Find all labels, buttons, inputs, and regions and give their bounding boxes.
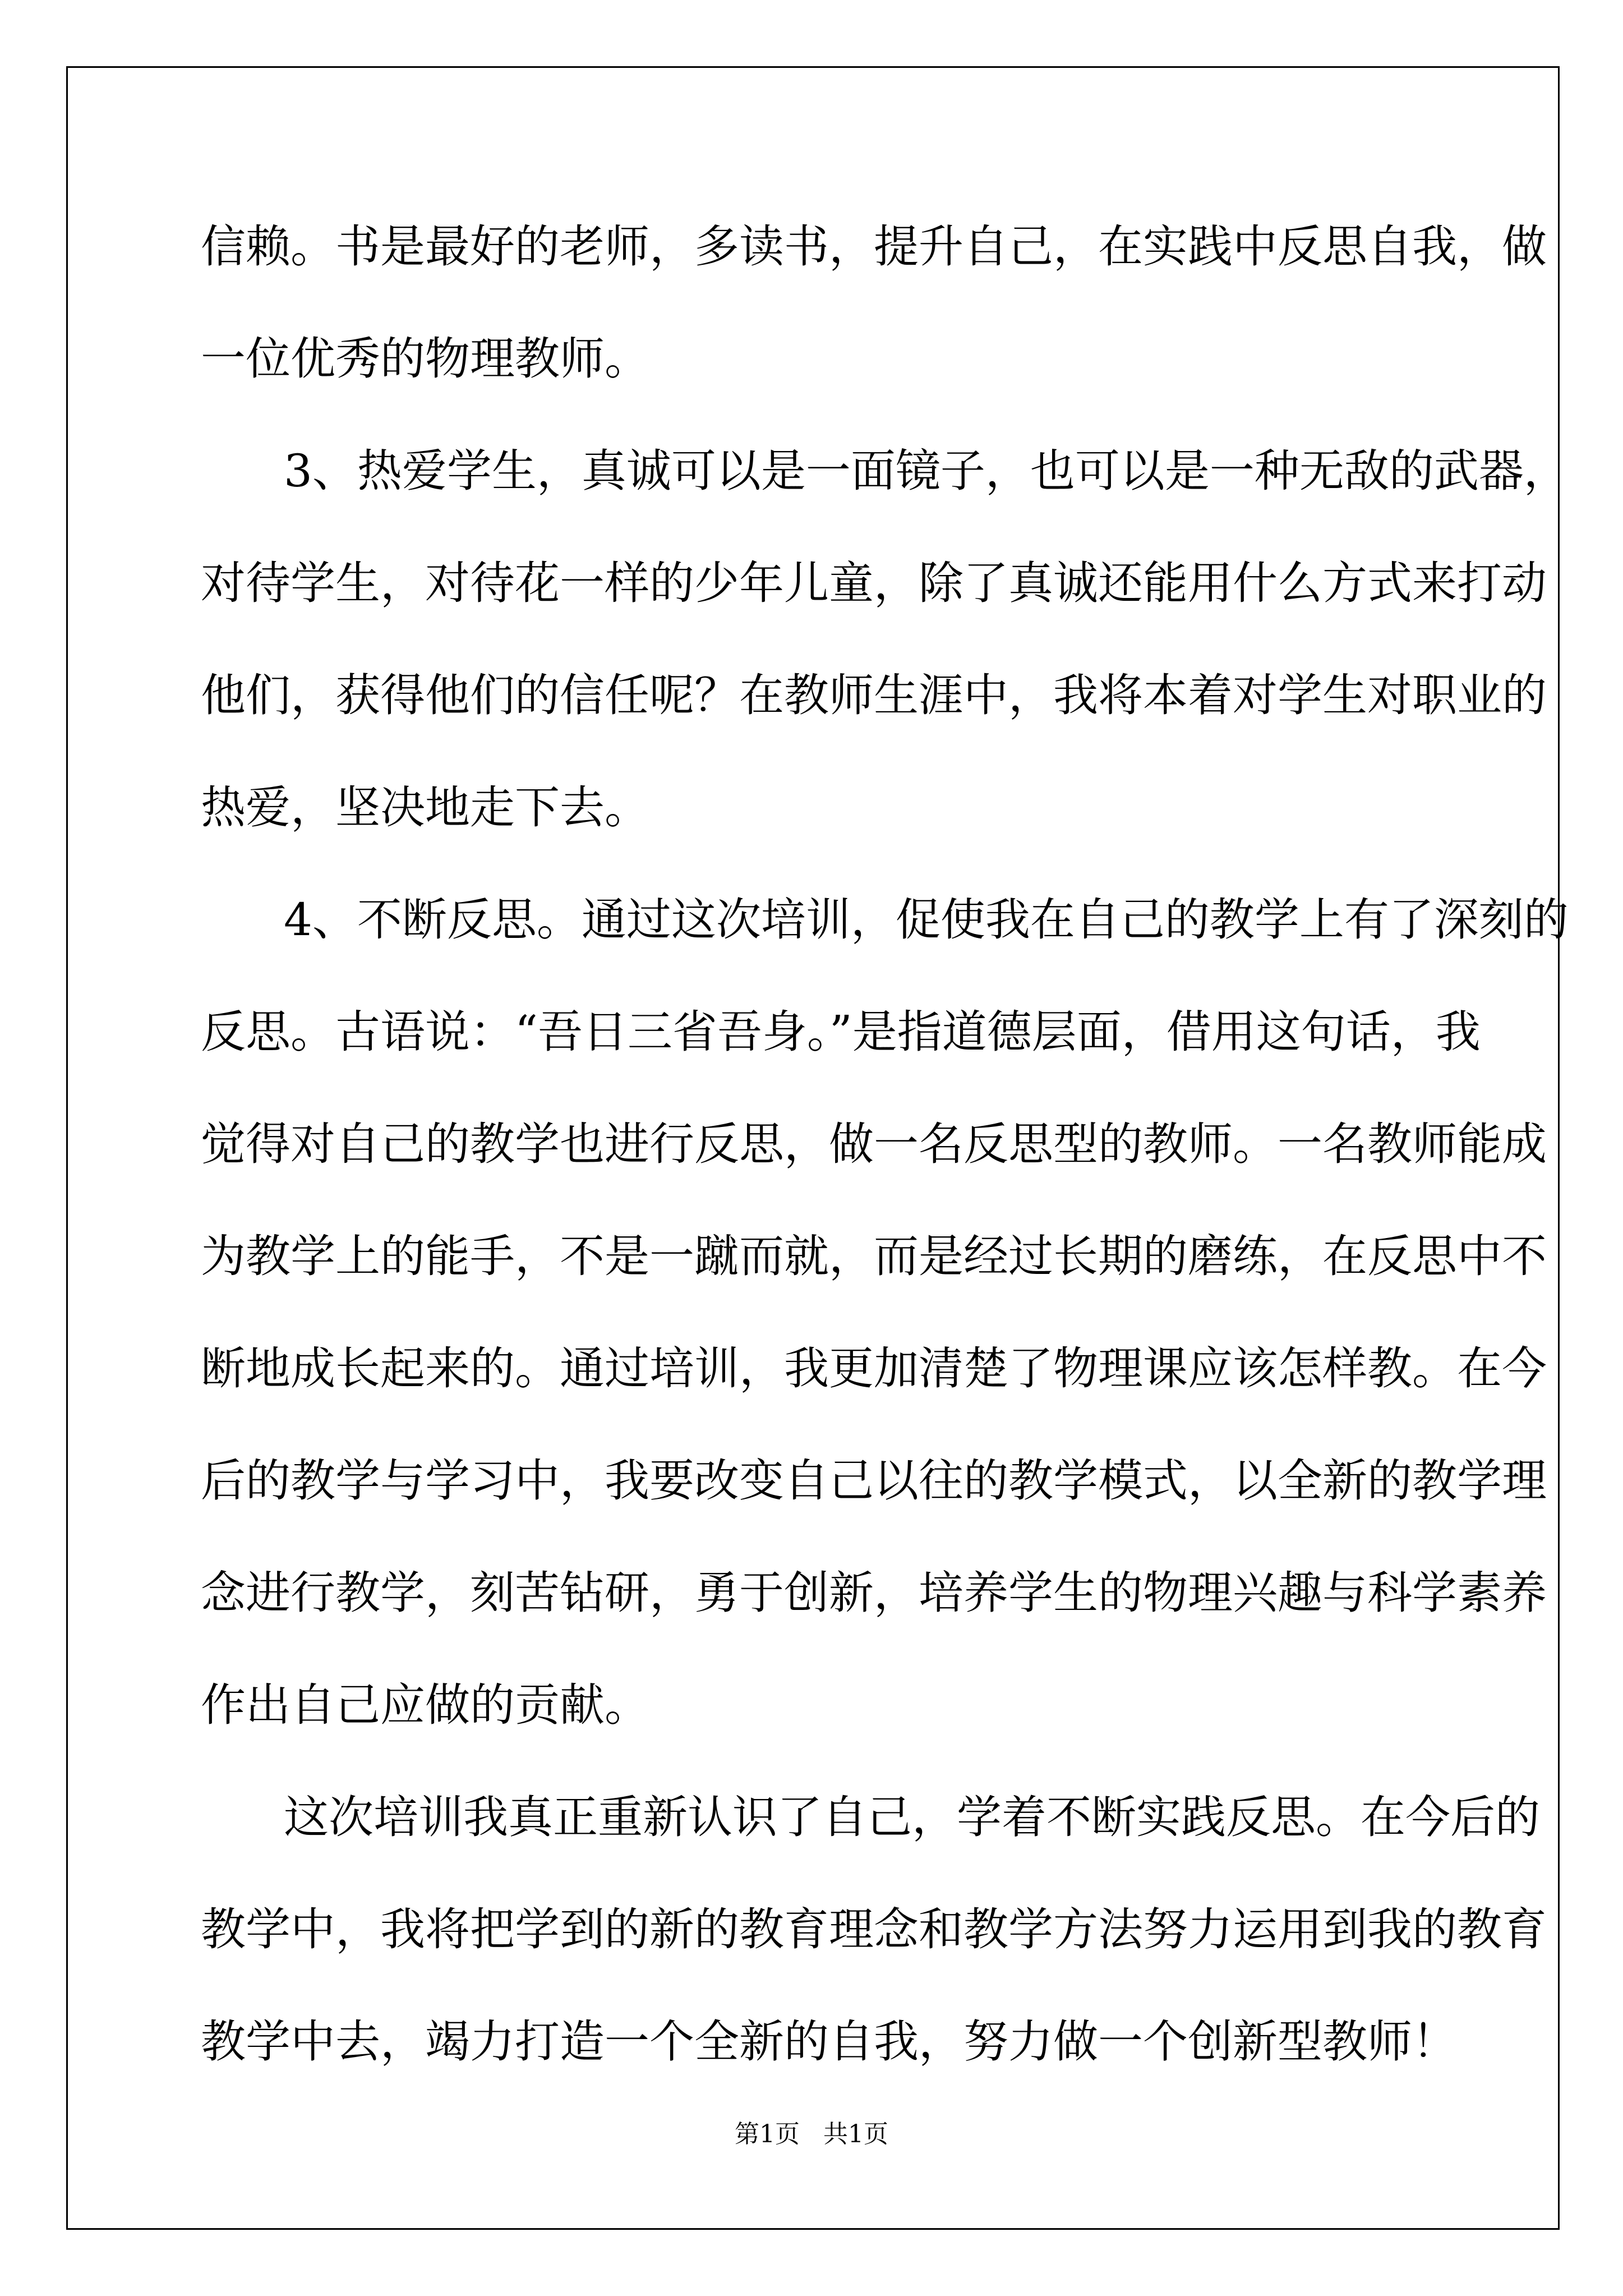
text-line: 教学中去，竭力打造一个全新的自我，努力做一个创新型教师！ (201, 2016, 1457, 2068)
text-line: 觉得对自己的教学也进行反思，做一名反思型的教师。一名教师能成 (201, 1118, 1547, 1170)
text-line: 一位优秀的物理教师。 (201, 333, 649, 385)
text-line: 念进行教学，刻苦钻研，勇于创新，培养学生的物理兴趣与科学素养 (201, 1567, 1547, 1619)
text-line: 3、热爱学生，真诚可以是一面镜子，也可以是一种无敌的武器， (284, 445, 1569, 497)
text-line: 4、不断反思。通过这次培训，促使我在自己的教学上有了深刻的 (284, 894, 1569, 946)
text-line: 教学中，我将把学到的新的教育理念和教学方法努力运用到我的教育 (201, 1903, 1547, 1955)
text-line: 反思。古语说：“吾日三省吾身。”是指道德层面，借用这句话，我 (201, 1006, 1481, 1058)
text-line: 他们，获得他们的信任呢？在教师生涯中，我将本着对学生对职业的 (201, 669, 1547, 721)
text-line: 后的教学与学习中，我要改变自己以往的教学模式，以全新的教学理 (201, 1455, 1547, 1507)
text-line: 信赖。书是最好的老师，多读书，提升自己，在实践中反思自我，做 (201, 220, 1547, 273)
text-line: 对待学生，对待花一样的少年儿童，除了真诚还能用什么方式来打动 (201, 557, 1547, 609)
text-line: 作出自己应做的贡献。 (201, 1679, 649, 1731)
text-line: 这次培训我真正重新认识了自己，学着不断实践反思。在今后的 (284, 1791, 1540, 1843)
page-number-footer: 第1页 共1页 (735, 2120, 888, 2148)
text-line: 热爱，坚决地走下去。 (201, 781, 649, 834)
text-line: 断地成长起来的。通过培训，我更加清楚了物理课应该怎样教。在今 (201, 1342, 1547, 1395)
text-line: 为教学上的能手，不是一蹴而就，而是经过长期的磨练，在反思中不 (201, 1230, 1547, 1282)
